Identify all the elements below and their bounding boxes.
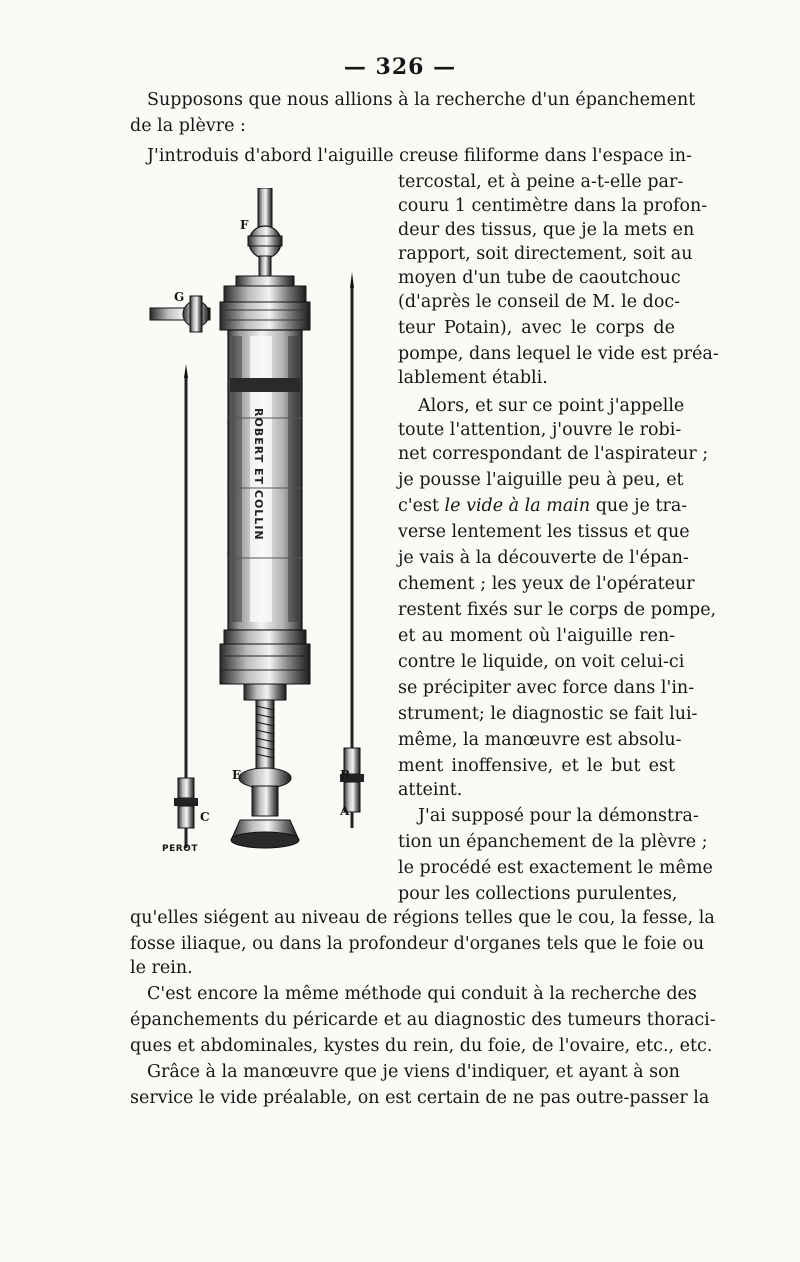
page-number: — 326 — bbox=[343, 54, 457, 80]
right-needle bbox=[340, 272, 364, 828]
text-line: ques et abdominales, kystes du rein, du foie, de l'ovaire, etc., etc. bbox=[130, 1036, 713, 1056]
figure-label-e: E bbox=[232, 768, 242, 782]
text-line: verse lentement les tissus et que bbox=[398, 522, 690, 542]
text-line: même, la manœuvre est absolu- bbox=[398, 730, 682, 750]
text-line: contre le liquide, on voit celui-ci bbox=[398, 652, 685, 672]
figure-label-g: G bbox=[174, 290, 185, 304]
text-line: teur Potain), avec le corps de bbox=[398, 318, 675, 338]
text-line: Grâce à la manœuvre que je viens d'indiquer, et ayant à son bbox=[147, 1062, 680, 1082]
text-line: qu'elles siégent au niveau de régions telles que le cou, la fesse, la bbox=[130, 908, 715, 928]
text-line: J'ai supposé pour la démonstra- bbox=[418, 806, 699, 826]
text-line: se précipiter avec force dans l'in- bbox=[398, 678, 695, 698]
text-line: (d'après le conseil de M. le doc- bbox=[398, 292, 681, 312]
text-line: C'est encore la même méthode qui conduit à la recherche des bbox=[147, 984, 697, 1004]
text-line: chement ; les yeux de l'opérateur bbox=[398, 574, 695, 594]
text-line: Alors, et sur ce point j'appelle bbox=[418, 396, 685, 416]
figure-label-a: A bbox=[340, 804, 350, 818]
text-line bbox=[398, 494, 688, 518]
text-line: épanchements du péricarde et au diagnostic des tumeurs thoraci- bbox=[130, 1010, 716, 1030]
text-line: restent fixés sur le corps de pompe, bbox=[398, 600, 717, 620]
text-line: atteint. bbox=[398, 780, 463, 800]
text-line: moyen d'un tube de caoutchouc bbox=[398, 268, 681, 288]
text-line: pour les collections purulentes, bbox=[398, 884, 678, 904]
text-fragment: que je tra- bbox=[590, 496, 688, 516]
text-line: rapport, soit directement, soit au bbox=[398, 244, 693, 264]
plunger-rod bbox=[231, 700, 299, 848]
text-line: je pousse l'aiguille peu à peu, et bbox=[398, 470, 684, 490]
top-valve bbox=[248, 188, 282, 278]
figure-label-c: C bbox=[200, 810, 210, 824]
figure-label-f: F bbox=[240, 218, 249, 232]
text-line: toute l'attention, j'ouvre le robi- bbox=[398, 420, 682, 440]
left-needle bbox=[174, 364, 198, 848]
figure-label-b: B bbox=[340, 768, 351, 782]
text-line: J'introduis d'abord l'aiguille creuse filiforme dans l'espace in- bbox=[147, 146, 692, 166]
text-line: le procédé est exactement le même bbox=[398, 858, 713, 878]
emphasis-text: le vide à la main bbox=[444, 496, 591, 516]
text-line: fosse iliaque, ou dans la profondeur d'organes tels que le foie ou bbox=[130, 934, 705, 954]
barrel-engraving: ROBERT ET COLLIN bbox=[252, 408, 265, 541]
aspirator-figure bbox=[140, 188, 390, 868]
text-line: ment inoffensive, et le but est bbox=[398, 756, 675, 776]
text-line: lablement établi. bbox=[398, 368, 548, 388]
text-line: couru 1 centimètre dans la profon- bbox=[398, 196, 708, 216]
text-line: et au moment où l'aiguille ren- bbox=[398, 626, 675, 646]
text-line: tion un épanchement de la plèvre ; bbox=[398, 832, 708, 852]
figure-maker-mark: PEROT bbox=[162, 844, 198, 854]
text-line: pompe, dans lequel le vide est préa- bbox=[398, 344, 719, 364]
text-line: net correspondant de l'aspirateur ; bbox=[398, 444, 709, 464]
text-line: tercostal, et à peine a-t-elle par- bbox=[398, 172, 684, 192]
text-line: strument; le diagnostic se fait lui- bbox=[398, 704, 698, 724]
syringe-base bbox=[220, 630, 310, 700]
text-line: le rein. bbox=[130, 958, 193, 978]
text-line: deur des tissus, que je la mets en bbox=[398, 220, 695, 240]
text-line: Supposons que nous allions à la recherche d'un épanchement bbox=[147, 90, 696, 110]
syringe-barrel bbox=[228, 330, 302, 630]
text-line: service le vide préalable, on est certain de ne pas outre-passer la bbox=[130, 1088, 710, 1108]
syringe-cap bbox=[220, 276, 310, 330]
text-line: je vais à la découverte de l'épan- bbox=[398, 548, 689, 568]
text-fragment: c'est bbox=[398, 496, 445, 516]
text-line: de la plèvre : bbox=[130, 116, 246, 136]
